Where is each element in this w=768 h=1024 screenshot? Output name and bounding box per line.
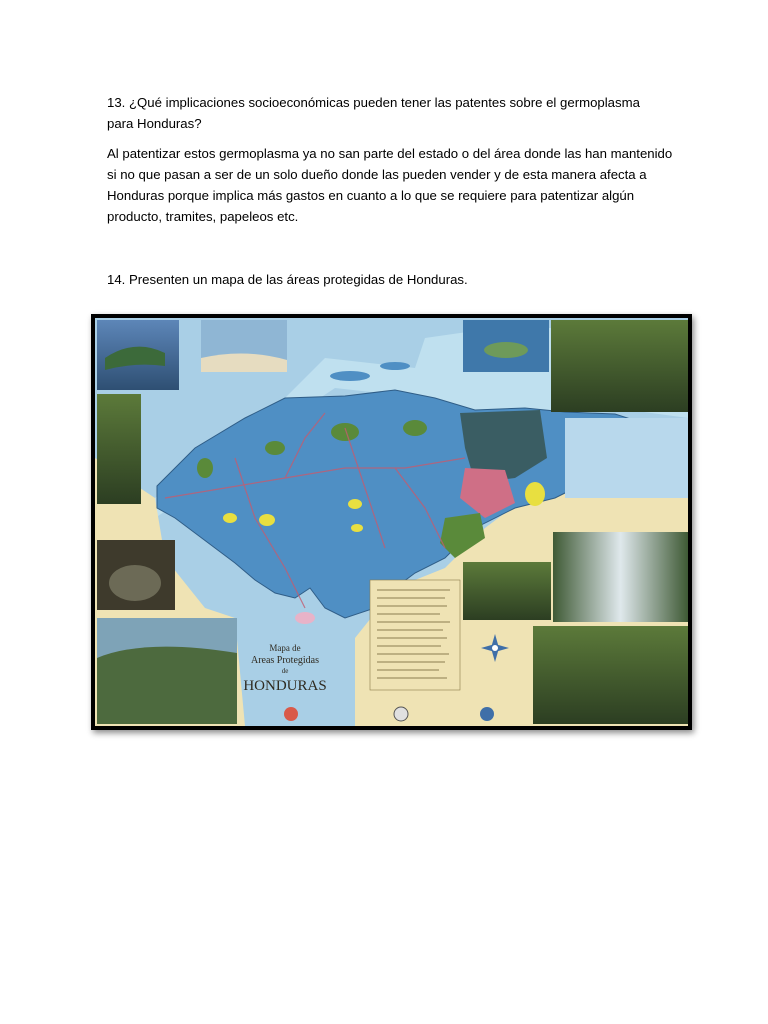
- green-area-3: [265, 441, 285, 455]
- logo-right: [480, 707, 494, 721]
- green-area-4: [197, 458, 213, 478]
- bay-island-2: [380, 362, 410, 370]
- green-area-2: [403, 420, 427, 436]
- photo-mangrove-land: [97, 647, 237, 724]
- map-legend: [370, 580, 460, 690]
- answer-13: Al patentizar estos germoplasma ya no san parte del estado o del área donde las han mantenido si no que pasan a ser de un solo dueño donde las pueden vender y de esta manera afecta a Honduras porque implica más gastos en cuanto a lo que se requiere para patentizar algún producto, tramites, papeleos etc.: [107, 146, 673, 224]
- yellow-area-3: [348, 499, 362, 509]
- photo-cave-shape: [109, 565, 161, 601]
- protected-areas-map-image: [91, 314, 692, 730]
- question-13: 13. ¿Qué implicaciones socioeconómicas pueden tener las patentes sobre el germoplasma para Honduras?: [107, 95, 640, 131]
- map-title-line1: Mapa de: [269, 643, 301, 653]
- photo-lagoon: [565, 418, 688, 498]
- bay-island-1: [330, 371, 370, 381]
- yellow-area-2: [259, 514, 275, 526]
- yellow-area-4: [351, 524, 363, 532]
- pink-area-small: [295, 612, 315, 624]
- logo-left: [284, 707, 298, 721]
- photo-forest: [463, 562, 551, 620]
- photo-river-man: [551, 320, 688, 412]
- photo-small-island-shape: [484, 342, 528, 358]
- yellow-area-1: [223, 513, 237, 523]
- map-illustration: [95, 318, 688, 726]
- question-14: 14. Presenten un mapa de las áreas protegidas de Honduras.: [107, 272, 468, 287]
- yellow-area-small: [525, 482, 545, 506]
- map-title-line2: Areas Protegidas: [250, 655, 320, 666]
- photo-fisherman: [97, 394, 141, 504]
- logo-center: [394, 707, 408, 721]
- green-area-1: [331, 423, 359, 441]
- photo-jungle: [533, 626, 688, 724]
- map-title-line4: HONDURAS: [243, 678, 327, 694]
- map-title-line3: de: [281, 667, 289, 675]
- photo-waterfall: [553, 532, 688, 622]
